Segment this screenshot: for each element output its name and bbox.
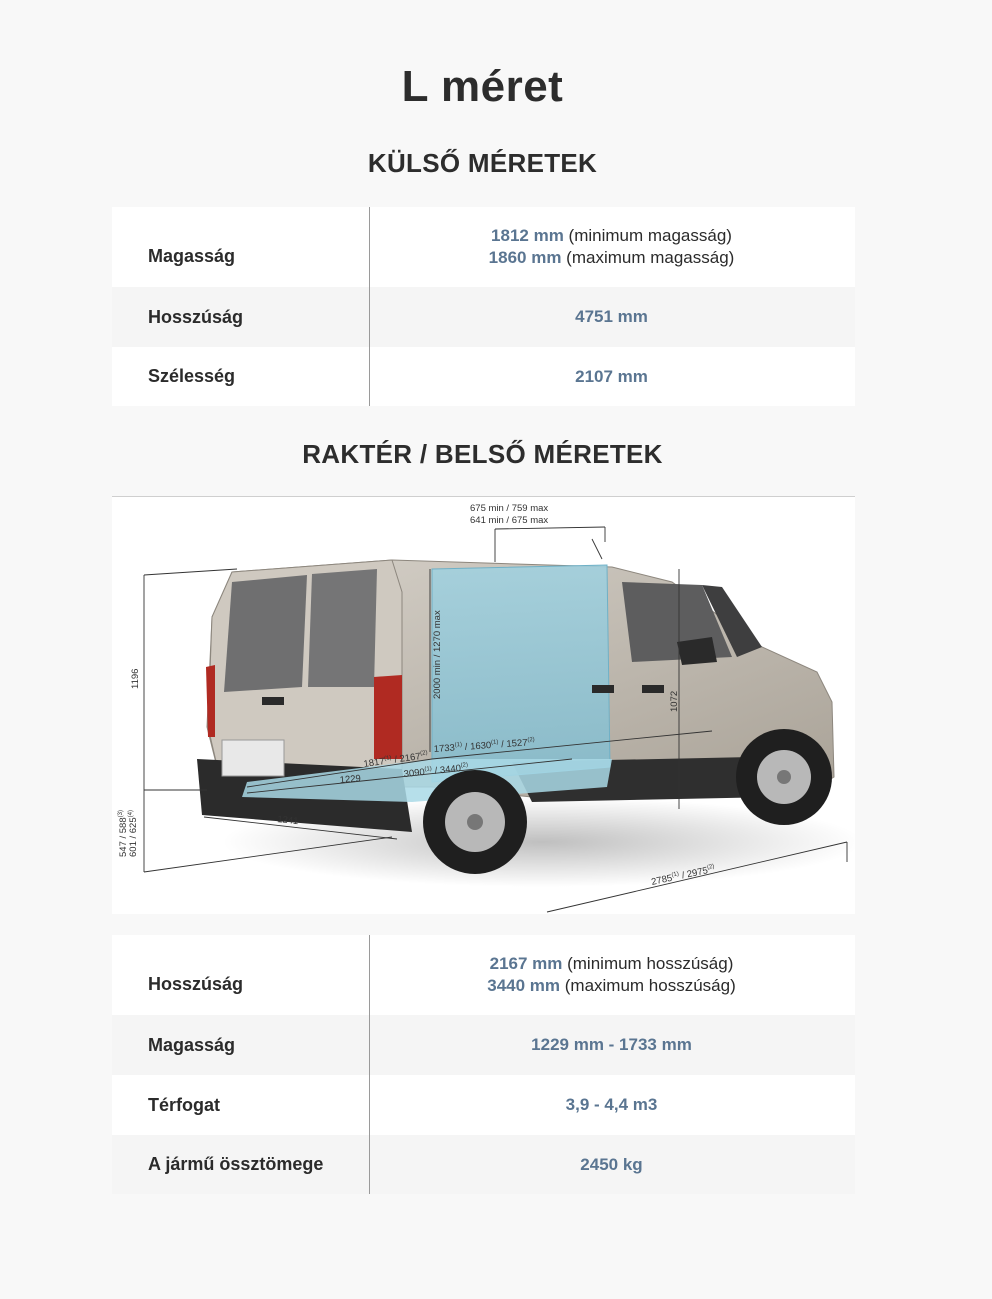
side-door-height-label: 2000 min / 1270 max bbox=[432, 610, 443, 699]
cargo-dimension-diagram bbox=[112, 496, 855, 914]
row-value bbox=[368, 1094, 855, 1116]
value-number: 1812 mm bbox=[491, 226, 564, 245]
value-number: 3440 mm bbox=[487, 976, 561, 995]
page-title: L méret bbox=[401, 62, 564, 111]
table-row bbox=[112, 935, 855, 1015]
row-value bbox=[368, 953, 855, 997]
row-label: Hosszúság bbox=[148, 306, 244, 327]
value-number: 4751 mm bbox=[575, 307, 648, 326]
floor-width-label: 1229 bbox=[339, 773, 362, 786]
value-note: (maximum magasság) bbox=[561, 248, 735, 267]
value-note: (minimum hosszúság) bbox=[562, 954, 734, 973]
row-value bbox=[368, 1034, 855, 1056]
roof-dim-2: 641 min / 675 max bbox=[470, 515, 549, 526]
load-height-label: 547 / 588$^{(3)}$ bbox=[118, 810, 129, 857]
license-plate bbox=[222, 740, 284, 776]
exterior-heading: KÜLSŐ MÉRETEK bbox=[367, 148, 598, 178]
rear-wheel-hub bbox=[467, 814, 483, 830]
row-value bbox=[368, 225, 855, 269]
table-row bbox=[112, 1135, 855, 1194]
table-row bbox=[112, 1015, 855, 1075]
cargo-side-volume bbox=[432, 565, 610, 782]
door-height-label: 1072 bbox=[669, 690, 680, 712]
door-handle bbox=[262, 697, 284, 705]
side-mirror bbox=[677, 637, 717, 665]
column-divider bbox=[369, 207, 370, 406]
table-row bbox=[112, 1075, 855, 1135]
floor-long-label: 3090$^{(1)}$ / 3440$^{(2)}$ bbox=[403, 762, 469, 780]
value-number: 2167 mm bbox=[489, 954, 563, 973]
inner-length-label: 1733$^{(1)}$ / 1630$^{(1)}$ / 1527$^{(2)}$ bbox=[433, 736, 535, 755]
front-wheel-hub bbox=[777, 770, 791, 784]
value-number: 2107 mm bbox=[575, 366, 648, 386]
load-height-label-2: 601 / 625$^{(4)}$ bbox=[128, 810, 139, 857]
row-label: Hosszúság bbox=[148, 973, 244, 994]
value-note: (maximum hosszúság) bbox=[560, 976, 736, 995]
value-number: 2450 kg bbox=[580, 1154, 643, 1174]
value-number: 1229 mm - 1733 mm bbox=[531, 1035, 692, 1054]
rear-width-label: 1241 bbox=[276, 814, 299, 828]
table-row bbox=[112, 287, 855, 347]
row-value bbox=[368, 306, 855, 328]
row-label: Szélesség bbox=[148, 366, 236, 386]
interior-table bbox=[112, 935, 855, 1194]
table-row bbox=[112, 207, 855, 287]
interior-heading: RAKTÉR / BELSŐ MÉRETEK bbox=[302, 439, 663, 469]
value-number: 1860 mm bbox=[488, 248, 562, 267]
wheelbase-label: 2785$^{(1)}$ / 2975$^{(2)}$ bbox=[650, 863, 716, 888]
door-handle bbox=[642, 685, 664, 693]
height-total-label: 1196 bbox=[130, 668, 141, 689]
row-label: A jármű össztömege bbox=[148, 1154, 324, 1174]
roof-dim-1: 675 min / 759 max bbox=[470, 503, 549, 514]
rear-window-left bbox=[224, 575, 307, 692]
row-label: Magasság bbox=[148, 1034, 236, 1055]
value-note: (minimum magasság) bbox=[563, 226, 732, 245]
van-illustration bbox=[112, 497, 855, 914]
table-row bbox=[112, 347, 855, 406]
exterior-table bbox=[112, 207, 855, 406]
floor-length-label: 1817$^{(1)}$ / 2167$^{(2)}$ bbox=[362, 750, 428, 770]
door-handle bbox=[592, 685, 614, 693]
row-value bbox=[368, 366, 855, 388]
column-divider bbox=[369, 935, 370, 1194]
row-label: Magasság bbox=[148, 245, 236, 266]
value-number: 3,9 - 4,4 m3 bbox=[565, 1095, 658, 1114]
row-label: Térfogat bbox=[148, 1094, 220, 1115]
tail-light bbox=[374, 675, 402, 759]
row-value bbox=[368, 1154, 855, 1176]
rear-window-right bbox=[308, 569, 377, 687]
